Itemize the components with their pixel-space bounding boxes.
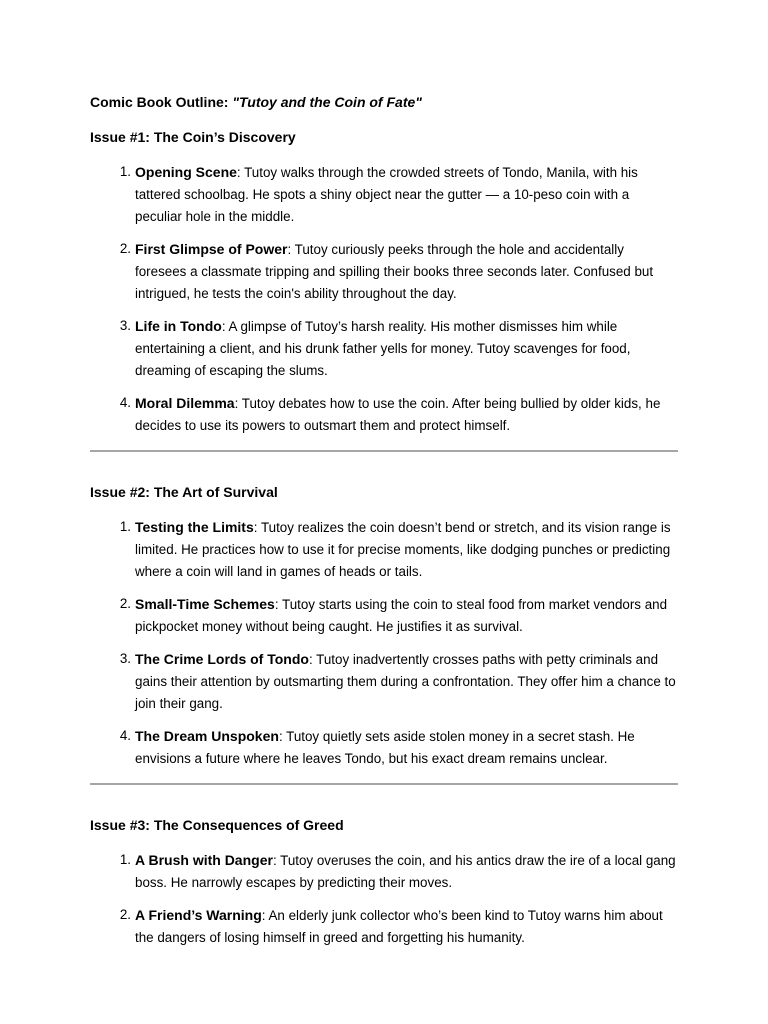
document-title-prefix: Comic Book Outline: [90,94,233,110]
item-text: : Tutoy inadvertently crosses paths with petty criminals and gains their attention by outsmarting them during a confrontation. They offer him a chance to join their gang. [135,652,676,711]
item-text: : Tutoy overuses the coin, and his antics draw the ire of a local gang boss. He narrowly escapes by predicting their moves. [135,853,676,890]
issue-3-section [90,815,678,949]
item-term: Opening Scene [135,164,237,180]
issue-heading: Issue #3: The Consequences of Greed [90,817,344,833]
document-title-quoted: "Tutoy and the Coin of Fate" [232,94,422,110]
item-number: 2. [119,907,131,922]
issue-2-list [90,516,678,770]
item-text: : An elderly junk collector who’s been kind to Tutoy warns him about the dangers of losing himself in greed and forgetting his humanity. [135,908,663,945]
item-text: : Tutoy debates how to use the coin. After being bullied by older kids, he decides to use its powers to outsmart them and protect himself. [135,396,661,433]
item-number: 2. [119,241,131,256]
list-item [119,648,678,715]
item-number: 1. [119,519,131,534]
item-number: 3. [119,318,131,333]
item-number: 2. [119,596,131,611]
list-item [119,904,678,949]
list-item [119,849,678,894]
list-item [119,161,678,228]
item-number: 1. [119,852,131,867]
issue-1-section [90,127,678,437]
item-term: A Brush with Danger [135,852,273,868]
item-term: Life in Tondo [135,318,222,334]
item-number: 3. [119,651,131,666]
document-title [90,92,678,112]
section-divider [90,450,678,452]
item-text: : Tutoy curiously peeks through the hole and accidentally foresees a classmate tripping and spilling their books three seconds later. Confused but intrigued, he tests the coin's ability throughout the day. [135,242,654,301]
item-text: : A glimpse of Tutoy’s harsh reality. His mother dismisses him while entertaining a client, and his drunk father yells for money. Tutoy scavenges for food, dreaming of escaping the slums. [135,319,631,378]
issue-2-section [90,482,678,770]
issue-heading: Issue #1: The Coin’s Discovery [90,129,296,145]
item-number: 4. [119,395,131,410]
list-item [119,392,678,437]
item-term: Moral Dilemma [135,395,235,411]
item-term: The Crime Lords of Tondo [135,651,309,667]
item-text: : Tutoy starts using the coin to steal food from market vendors and pickpocket money without being caught. He justifies it as survival. [135,597,668,634]
list-item [119,725,678,770]
item-text: : Tutoy quietly sets aside stolen money in a secret stash. He envisions a future where he leaves Tondo, but his exact dream remains unclear. [135,729,635,766]
item-number: 4. [119,728,131,743]
item-term: A Friend’s Warning [135,907,262,923]
item-number: 1. [119,164,131,179]
issue-3-list [90,849,678,949]
issue-heading: Issue #2: The Art of Survival [90,484,278,500]
list-item [119,593,678,638]
item-text: : Tutoy realizes the coin doesn’t bend or stretch, and its vision range is limited. He practices how to use it for precise moments, like dodging punches or predicting where a coin will land in games of heads or tails. [135,520,671,579]
list-item [119,315,678,382]
list-item [119,516,678,583]
item-term: First Glimpse of Power [135,241,288,257]
item-text: : Tutoy walks through the crowded streets of Tondo, Manila, with his tattered schoolbag. He spots a shiny object near the gutter — a 10-peso coin with a peculiar hole in the middle. [135,165,638,224]
issue-1-list [90,161,678,437]
item-term: Small-Time Schemes [135,596,275,612]
section-divider [90,783,678,785]
item-term: The Dream Unspoken [135,728,279,744]
item-term: Testing the Limits [135,519,254,535]
list-item [119,238,678,305]
